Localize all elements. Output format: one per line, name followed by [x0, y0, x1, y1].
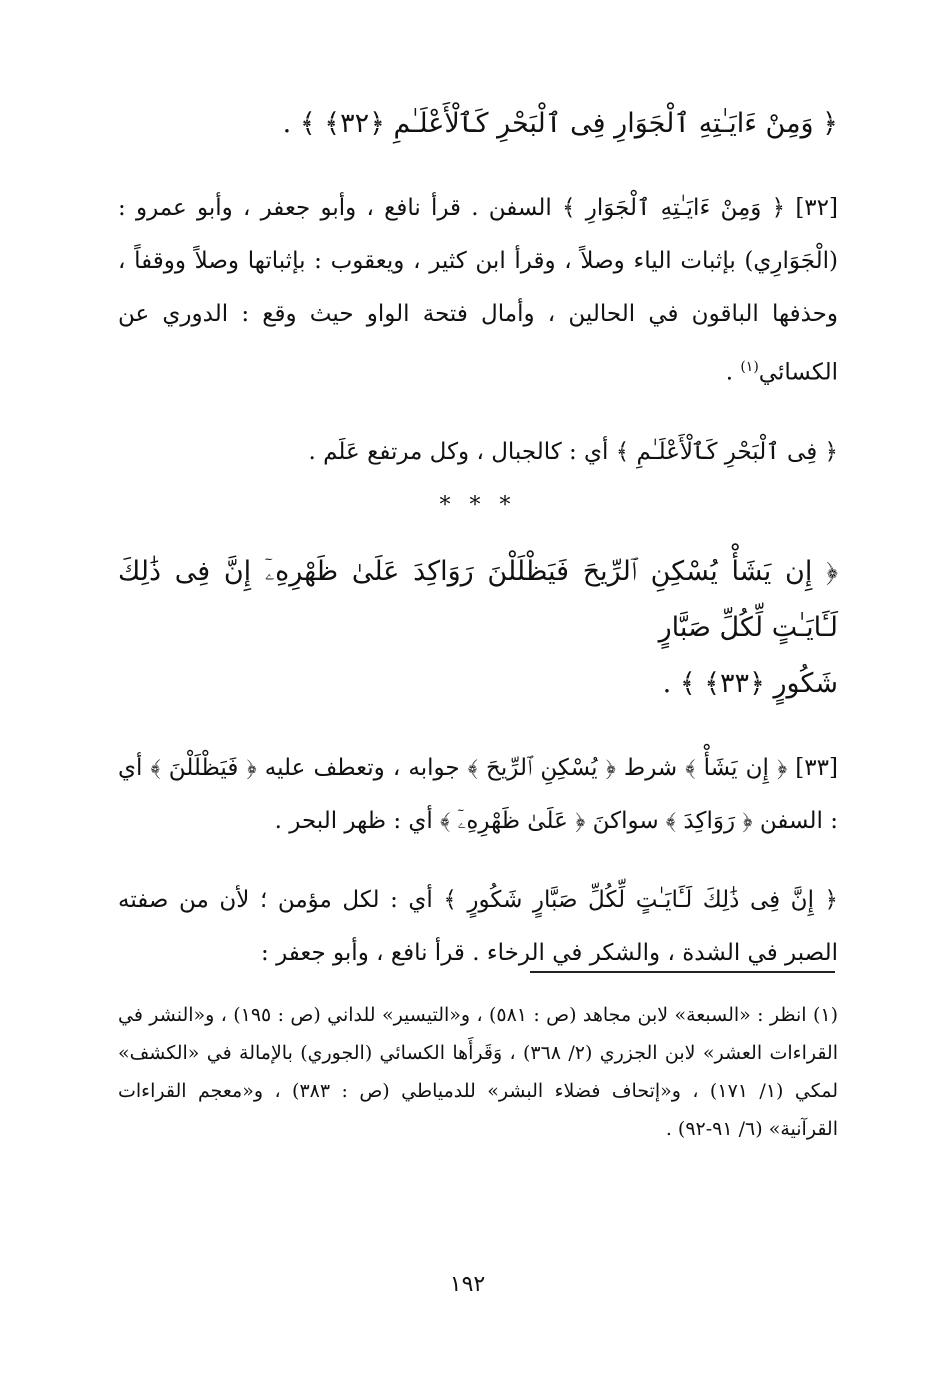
footnote-1: (١) انظر : «السبعة» لابن مجاهد (ص : ٥٨١) ، و«التيسير» للداني (ص : ١٩٥) ، و«النشر في القراءات العشر» لابن الجزري (٢/ ٣٦٨) ، وَقَرأَها الكسائي (الجوري) بالإمالة في «الكشف» لمكي (١/ ١٧١) ، و«إتحاف فضلاء البشر» للدمياطي (ص : ٣٨٣) ، و«معجم القراءات القرآنية» (٦/ ٩١-٩٢) .: [118, 1004, 839, 1140]
commentary-32-text: [٣٢] ﴿ وَمِنْ ءَايَـٰتِهِ ٱلْجَوَارِ ﴾ السفن . قرأ نافع ، وأبو جعفر ، وأبو عمرو : (الْجَوَارِي) بإثبات الياء وصلاً ، وقرأ ابن كثير ، ويعقوب : بإثباتها وصلاً ووقفاً ، وحذفها الباقون في الحالين ، وأمال فتحة الواو حيث وقع : الدوري عن الكسائي: [118, 195, 838, 386]
footnote-divider: [530, 971, 835, 973]
commentary-32-end: .: [725, 359, 741, 386]
verse-32: ﴿ وَمِنْ ءَايَـٰتِهِ ٱلْجَوَارِ فِى ٱلْبَحْرِ كَٱلْأَعْلَـٰمِ ﴿٣٢﴾ ﴾ .: [282, 108, 838, 139]
page-body: [118, 90, 838, 980]
footnotes: [118, 996, 838, 1148]
commentary-32b: ﴿ فِى ٱلْبَحْرِ كَٱلْأَعْلَـٰمِ ﴾ أي : كالجبال ، وكل مرتفع عَلَم .: [308, 438, 838, 465]
commentary-33: [٣٣] ﴿ إِن يَشَأْ ﴾ شرط ﴿ يُسْكِنِ ٱلرِّيحَ ﴾ جوابه ، وتعطف عليه ﴿ فَيَظْلَلْنَ ﴾ أي : السفن ﴿ رَوَاكِدَ ﴾ سواكنَ ﴿ عَلَىٰ ظَهْرِهِۦٓ ﴾ أي : ظهر البحر .: [118, 754, 838, 834]
footnote-ref-1[interactable]: (١): [740, 359, 759, 375]
verse-33-line-1: ﴿ إِن يَشَأْ يُسْكِنِ ٱلرِّيحَ فَيَظْلَلْنَ رَوَاكِدَ عَلَىٰ ظَهْرِهِۦٓ إِنَّ فِى ذَٰلِكَ لَـَٔايَـٰتٍ لِّكُلِّ صَبَّارٍ: [118, 555, 838, 643]
commentary-33b: ﴿ إِنَّ فِى ذَٰلِكَ لَـَٔايَـٰتٍ لِّكُلِّ صَبَّارٍ شَكُورٍ ﴾ أي : لكل مؤمن ؛ لأن من صفته الصبر في الشدة ، والشكر في الرخاء . قرأ نافع ، وأبو جعفر :: [118, 886, 838, 966]
page-number: ١٩٢: [449, 1272, 486, 1297]
section-separator: * * *: [439, 492, 517, 518]
verse-33-line-2: شَكُورٍ ﴿٣٣﴾ ﴾ .: [662, 667, 838, 699]
commentary-32: [118, 182, 838, 400]
